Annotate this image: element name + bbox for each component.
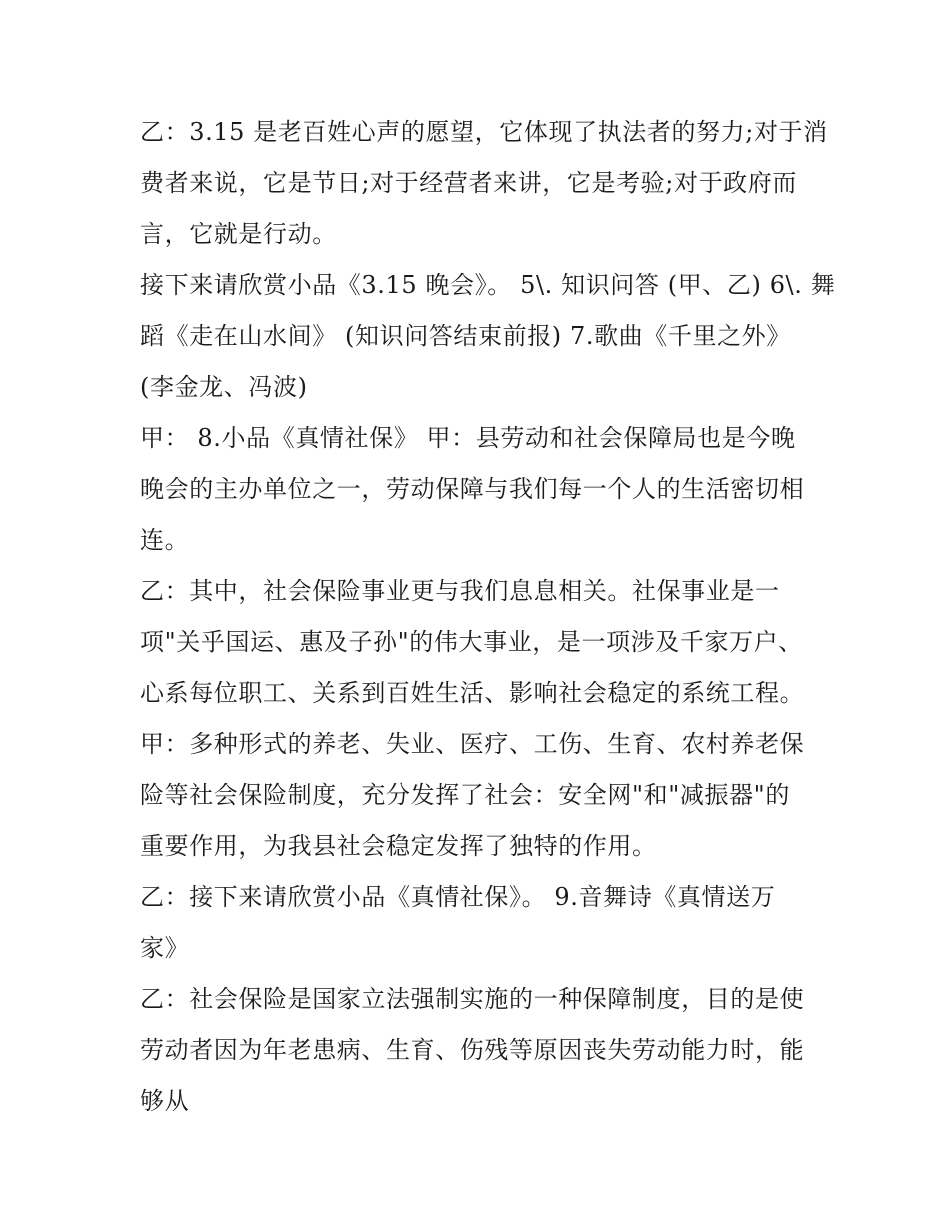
text-line: 险等社会保险制度，充分发挥了社会：安全网"和"减振器"的 — [140, 781, 790, 809]
document-body — [140, 107, 836, 1127]
text-line: 够从 — [140, 1087, 190, 1115]
paragraph-1 — [140, 107, 828, 260]
text-line: 晚会的主办单位之一，劳动保障与我们每一个人的生活密切相 — [140, 475, 805, 503]
text-line: 言，它就是行动。 — [140, 220, 337, 248]
paragraph-2 — [140, 260, 836, 413]
text-line: 连。 — [140, 526, 190, 554]
text-line: 乙：3.15 是老百姓心声的愿望，它体现了执法者的努力;对于消 — [140, 118, 828, 146]
text-line: 重要作用，为我县社会稳定发挥了独特的作用。 — [140, 832, 657, 860]
paragraph-3 — [140, 413, 820, 566]
text-line: (李金龙、冯波) — [140, 373, 308, 401]
text-line: 家》 — [140, 934, 190, 962]
paragraph-5 — [140, 719, 820, 872]
text-line: 蹈《走在山水间》 (知识问答结束前报) 7.歌曲《千里之外》 — [140, 322, 791, 350]
text-line: 乙：接下来请欣赏小品《真情社保》。 9.音舞诗《真情送万 — [140, 883, 776, 911]
text-line: 心系每位职工、关系到百姓生活、影响社会稳定的系统工程。 — [140, 679, 805, 707]
text-line: 费者来说，它是节日;对于经营者来讲，它是考验;对于政府而 — [140, 169, 797, 197]
text-line: 接下来请欣赏小品《3.15 晚会》。 5\. 知识问答 (甲、乙) 6\. 舞 — [140, 271, 836, 299]
text-line: 甲： 8.小品《真情社保》 甲：县劳动和社会保障局也是今晚 — [140, 424, 796, 452]
paragraph-7 — [140, 974, 820, 1127]
text-line: 乙：其中，社会保险事业更与我们息息相关。社保事业是一 — [140, 577, 780, 605]
text-line: 劳动者因为年老患病、生育、伤残等原因丧失劳动能力时，能 — [140, 1036, 805, 1064]
paragraph-4 — [140, 566, 820, 719]
text-line: 甲：多种形式的养老、失业、医疗、工伤、生育、农村养老保 — [140, 730, 805, 758]
text-line: 乙：社会保险是国家立法强制实施的一种保障制度，目的是使 — [140, 985, 805, 1013]
paragraph-6 — [140, 872, 820, 974]
text-line: 项"关乎国运、惠及子孙"的伟大事业，是一项涉及千家万户、 — [140, 628, 803, 656]
